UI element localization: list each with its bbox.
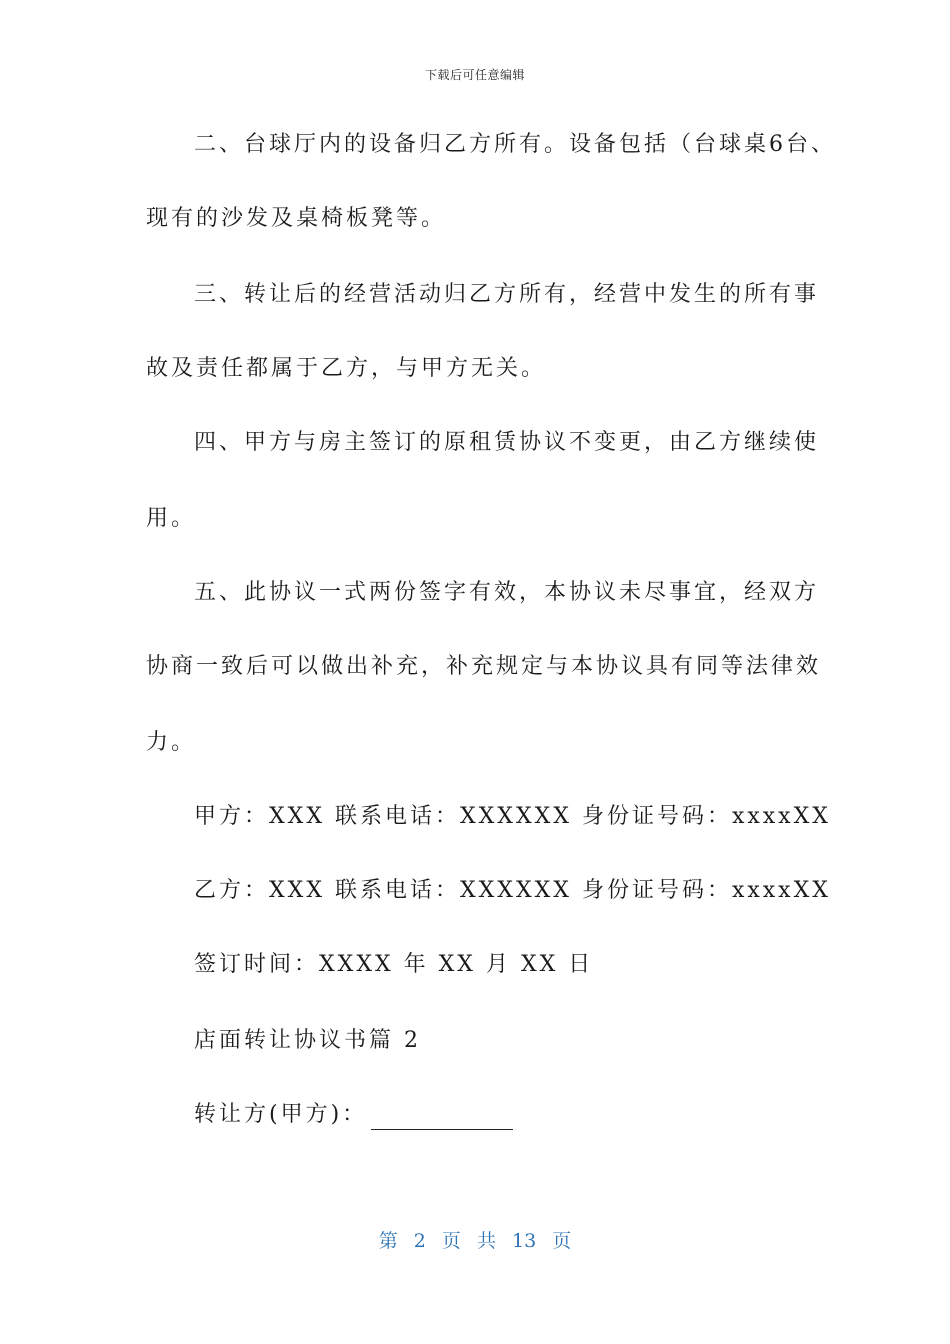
clause-4-line-2: 用。	[146, 506, 197, 531]
transferor-line	[194, 1100, 874, 1130]
clause-5-line-3: 力。	[146, 730, 197, 755]
clause-3-line-1: 三、转让后的经营活动归乙方所有，经营中发生的所有事	[194, 282, 820, 307]
clause-4-line-1: 四、甲方与房主签订的原租赁协议不变更，由乙方继续使	[194, 430, 820, 455]
clause-5-line-1: 五、此协议一式两份签字有效，本协议未尽事宜，经双方	[194, 580, 820, 605]
signing-date: 签订时间：XXXX 年 XX 月 XX 日	[194, 952, 594, 977]
transferor-blank	[371, 1107, 513, 1130]
clause-2-line-1: 二、台球厅内的设备归乙方所有。设备包括（台球桌6台、	[194, 132, 836, 157]
section-title: 店面转让协议书篇 2	[194, 1028, 421, 1053]
clause-5-line-2: 协商一致后可以做出补充，补充规定与本协议具有同等法律效	[146, 654, 822, 679]
party-a-info: 甲方：XXX 联系电话：XXXXXX 身份证号码：xxxxXX	[194, 804, 831, 829]
clause-3-line-2: 故及责任都属于乙方，与甲方无关。	[146, 356, 547, 381]
page-header: 下载后可任意编辑	[424, 68, 525, 82]
transferor-label: 转让方(甲方)：	[194, 1102, 368, 1127]
clause-2-line-2: 现有的沙发及桌椅板凳等。	[146, 206, 447, 231]
page-footer: 第 2 页 共 13 页	[378, 1230, 572, 1252]
party-b-info: 乙方：XXX 联系电话：XXXXXX 身份证号码：xxxxXX	[194, 878, 831, 903]
